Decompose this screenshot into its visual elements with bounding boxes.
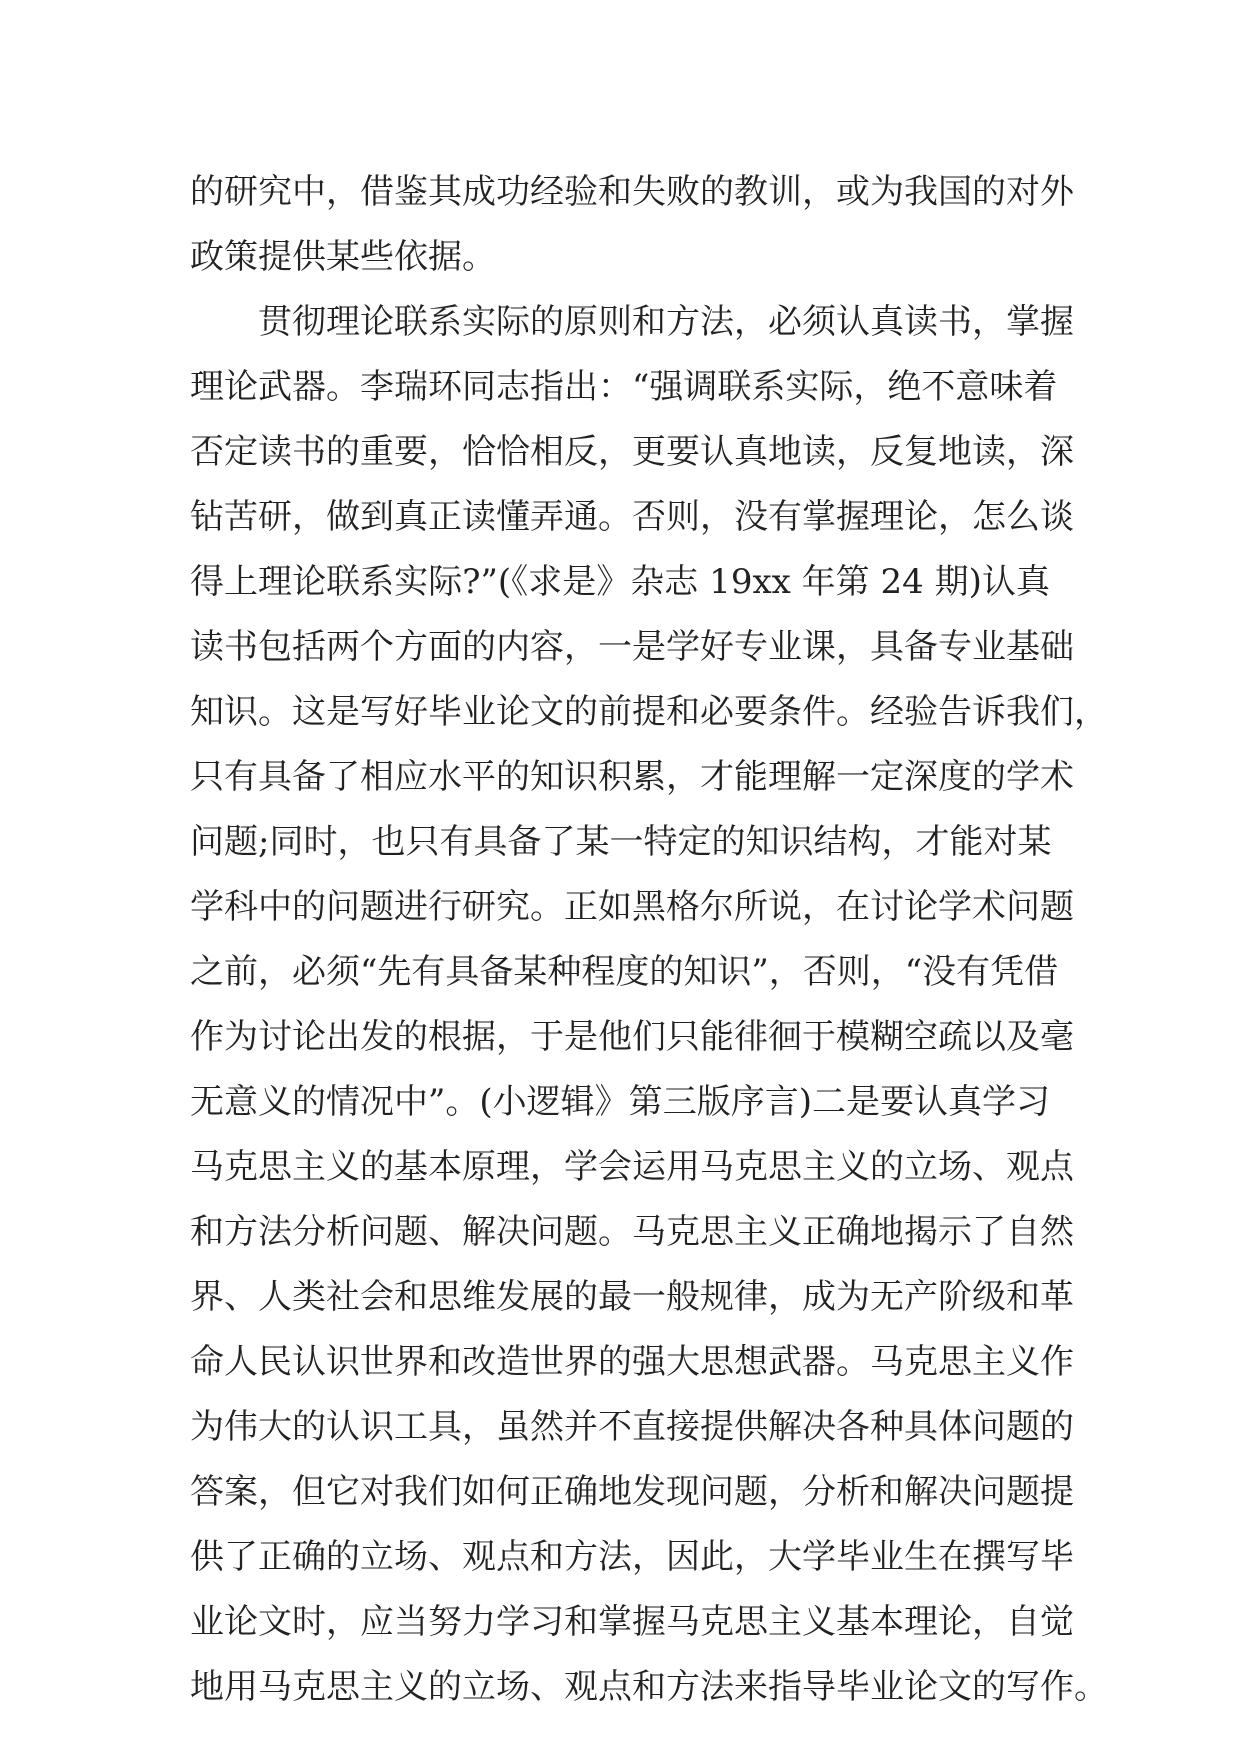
text-line: 马克思主义的基本原理，学会运用马克思主义的立场、观点 [190, 1147, 1074, 1187]
text-line: 问题;同时，也只有具备了某一特定的知识结构，才能对某 [190, 822, 1052, 862]
text-line: 理论武器。李瑞环同志指出：“强调联系实际，绝不意味着 [190, 367, 1058, 407]
text-line: 作为讨论出发的根据，于是他们只能徘徊于模糊空疏以及毫 [190, 1017, 1074, 1057]
text-line: 命人民认识世界和改造世界的强大思想武器。马克思主义作 [190, 1342, 1074, 1382]
text-line: 贯彻理论联系实际的原则和方法，必须认真读书，掌握 [258, 302, 1074, 342]
paragraph-1 [190, 160, 1074, 290]
text-line: 之前，必须“先有具备某种程度的知识”，否则，“没有凭借 [190, 952, 1059, 992]
paragraph-2 [190, 290, 1108, 1720]
text-line: 学科中的问题进行研究。正如黑格尔所说，在讨论学术问题 [190, 887, 1074, 927]
text-line: 供了正确的立场、观点和方法，因此，大学毕业生在撰写毕 [190, 1537, 1074, 1577]
text-line: 为伟大的认识工具，虽然并不直接提供解决各种具体问题的 [190, 1407, 1074, 1447]
text-line: 只有具备了相应水平的知识积累，才能理解一定深度的学术 [190, 757, 1074, 797]
body-text [190, 160, 1108, 1720]
text-line: 知识。这是写好毕业论文的前提和必要条件。经验告诉我们， [190, 692, 1108, 732]
text-line: 否定读书的重要，恰恰相反，更要认真地读，反复地读，深 [190, 432, 1074, 472]
text-line: 读书包括两个方面的内容，一是学好专业课，具备专业基础 [190, 627, 1074, 667]
text-line: 地用马克思主义的立场、观点和方法来指导毕业论文的写作。 [190, 1667, 1108, 1707]
text-line: 业论文时，应当努力学习和掌握马克思主义基本理论，自觉 [190, 1602, 1074, 1642]
text-line: 的研究中，借鉴其成功经验和失败的教训，或为我国的对外 [190, 172, 1074, 212]
text-line: 答案，但它对我们如何正确地发现问题，分析和解决问题提 [190, 1472, 1074, 1512]
text-line: 得上理论联系实际?”(《求是》杂志 19xx 年第 24 期)认真 [190, 562, 1050, 602]
text-line: 钻苦研，做到真正读懂弄通。否则，没有掌握理论，怎么谈 [190, 497, 1074, 537]
text-line: 和方法分析问题、解决问题。马克思主义正确地揭示了自然 [190, 1212, 1074, 1252]
text-line: 政策提供某些依据。 [190, 237, 496, 277]
text-line: 界、人类社会和思维发展的最一般规律，成为无产阶级和革 [190, 1277, 1074, 1317]
text-line: 无意义的情况中”。(小逻辑》第三版序言)二是要认真学习 [190, 1082, 1050, 1122]
